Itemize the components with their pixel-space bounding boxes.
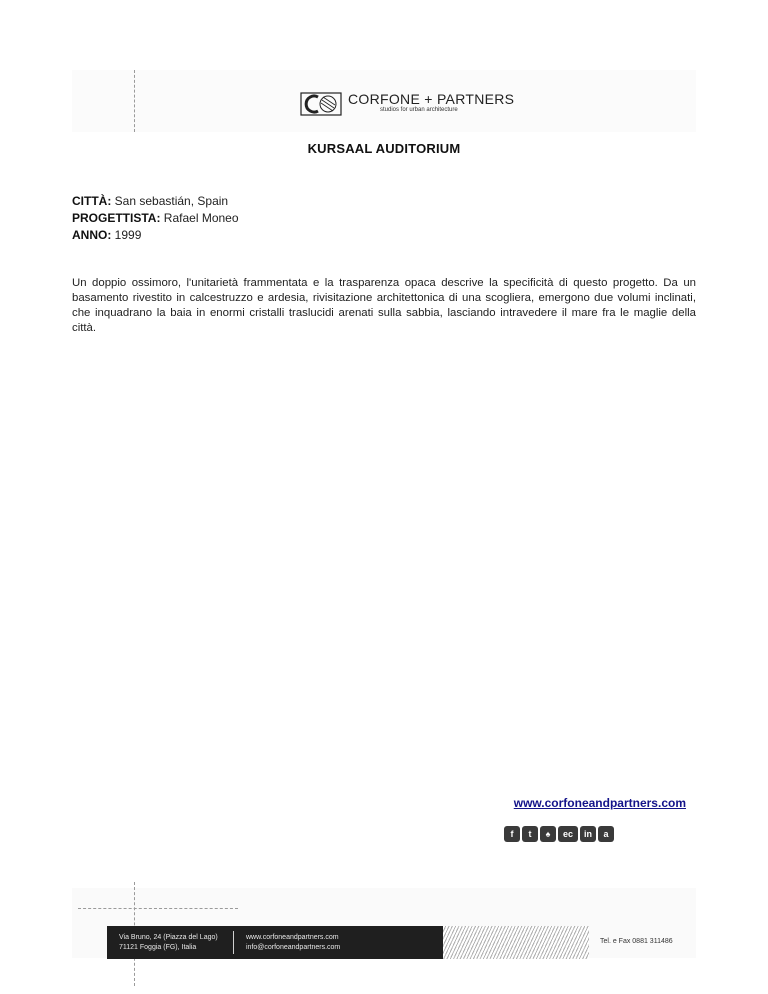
- brand-name: CORFONE + PARTNERS: [348, 91, 515, 107]
- crop-mark-top: [134, 70, 135, 132]
- footer-tel: Tel. e Fax 0881 311486: [600, 938, 673, 945]
- address-line-2: 71121 Foggia (FG), Italia: [119, 944, 197, 951]
- social-icons: [504, 826, 614, 842]
- footer-address: [119, 933, 218, 953]
- footer-contacts: [246, 933, 340, 953]
- meta-city: [72, 194, 228, 208]
- footer-divider: [233, 931, 234, 954]
- a-icon[interactable]: a: [598, 826, 614, 842]
- twitter-icon[interactable]: t: [522, 826, 538, 842]
- designer-label: PROGETTISTA:: [72, 211, 161, 225]
- page-title: KURSAAL AUDITORIUM: [307, 141, 461, 156]
- meta-year: [72, 228, 141, 242]
- description-paragraph: Un doppio ossimoro, l'unitarietà frammentata e la trasparenza opaca descrive la specificità di questo progetto. Da un basamento rivestito in calcestruzzo e ardesia, rivisitazione architettonica di una scogliera, emergono due volumi inclinati, che inquadrano la baia in enormi cristalli traslucidi arenati sulla sabbia, lasciando intravedere il mare fra le maglie della città.: [72, 277, 696, 334]
- logo-icon: [300, 92, 342, 116]
- year-value: 1999: [114, 228, 142, 242]
- ec-icon[interactable]: ec: [558, 826, 578, 842]
- meta-designer: [72, 211, 239, 225]
- website-link[interactable]: www.corfoneandpartners.com: [513, 796, 686, 810]
- bird-icon[interactable]: ♠: [540, 826, 556, 842]
- footer-hatch: [443, 926, 589, 959]
- city-value: San sebastián, Spain: [114, 194, 229, 208]
- year-label: ANNO:: [72, 228, 112, 242]
- city-label: CITTÀ:: [72, 194, 112, 208]
- footer-web-link[interactable]: www.corfoneandpartners.com: [246, 934, 339, 941]
- footer-email-link[interactable]: info@corfoneandpartners.com: [246, 944, 341, 951]
- linkedin-icon[interactable]: in: [580, 826, 596, 842]
- facebook-icon[interactable]: f: [504, 826, 520, 842]
- designer-value: Rafael Moneo: [163, 211, 239, 225]
- brand-tagline: studios for urban architecture: [380, 107, 458, 113]
- crop-mark-bottom-h: [78, 908, 238, 909]
- address-line-1: Via Bruno, 24 (Piazza del Lago): [119, 934, 218, 941]
